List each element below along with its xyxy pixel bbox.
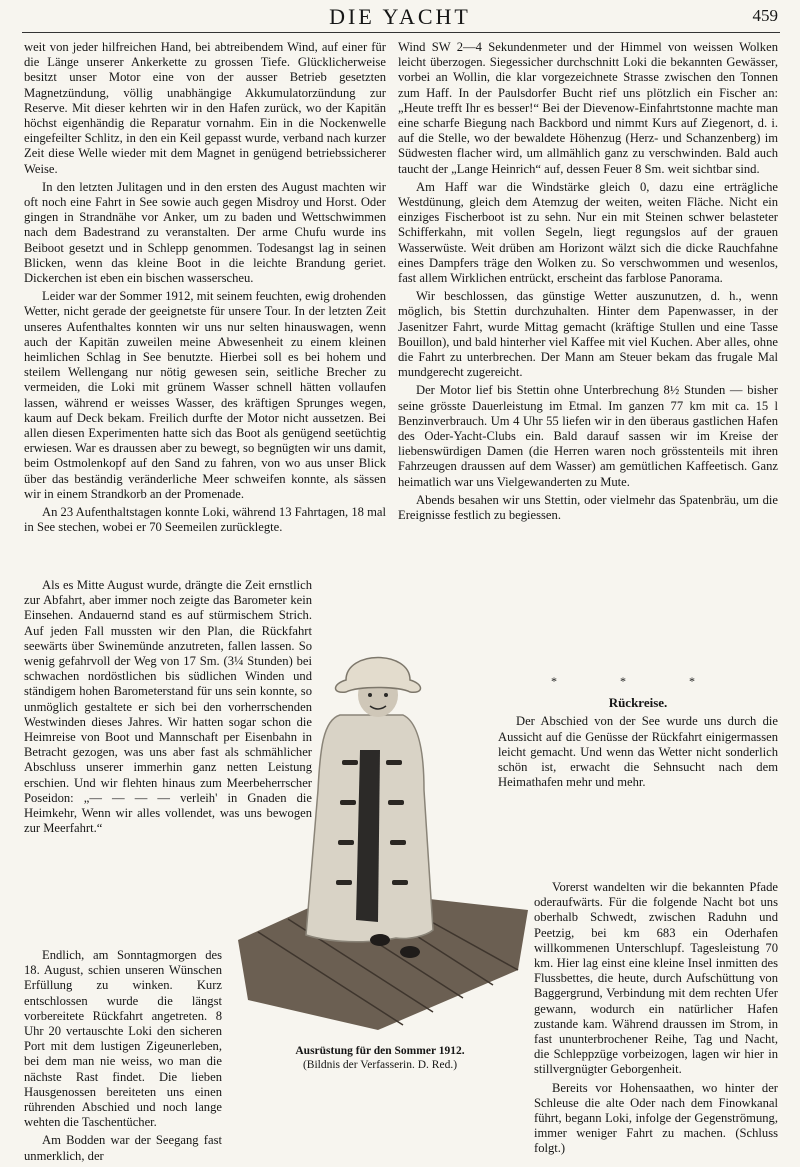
paragraph: Endlich, am Sonntagmorgen des 18. August, schien unseren Wünschen Erfüllung zu winken. Kurz entschlossen wurde die längst vorbereitete Rückfahrt angetreten. 8 Uhr 20 vertauschte Loki den sicheren Port mit dem lustigen Zigeunerleben, bei dem man nie weiss, wo man die nächste Rast findet. Die lieben Hausgenossen bereiteten uns einen rührenden Abschied und noch lange wehten die Taschentücher. [24, 948, 222, 1130]
shoe [400, 946, 420, 958]
paragraph: Am Haff war die Windstärke gleich 0, dazu eine erträgliche Westdünung, gleich dem Atemzug der weiten, weiten Fläche. Nicht ein einziges Fischerboot ist zu sehn. Nur ein mit Steinen schwer belasteter Schifferkahn, mit vollen Segeln, liegt regungslos auf der grauen Wasserwüste. Weit drüben am Horizont wälzt sich die dicke Rauchfahne eines Dampfers träge den Wolken zu. So verschwommen und wesenlos, fast allem Wirklichen entrückt, erscheint das farblose Panorama. [398, 179, 778, 286]
caption-title: Ausrüstung für den Sommer 1912. [295, 1045, 465, 1057]
portrait-illustration [228, 640, 528, 1030]
paragraph: Als es Mitte August wurde, drängte die Zeit ernstlich zur Abfahrt, aber immer noch zeigte das Barometer kein Einsehen. Andauernd stand es auf stürmischem Strich. Auf jeden Fall mussten wir den Plan, die Rückfahrt seewärts über Swinemünde anzutreten, fallen lassen. So wenig gefahrvoll der Weg von 17 Sm. (3¼ Stunden) bei schwachen nordöstlichen bis südlichen Winden und ständigem hohen Barometerstand für uns sein konnte, so unmöglich gestaltete er sich bei den vorherrschenden Westwinden dieses Jahres. Wir hatten sogar schon die Heimreise von Boot und Mannschaft per Eisenbahn in Betracht gezogen, was uns aber fast als schmählicher Abschluss unserer immerhin ganz netten Leistung erschien. Und wir flehten hinaus zum Meerbeherrscher Poseidon: „— — — — verleih' in Gnaden die Heimkehr, Wenn wir alles vollendet, was uns bewogen zur Meerfahrt.“ [24, 578, 312, 836]
right-column-lower [534, 880, 778, 1160]
paragraph: Bereits vor Hohensaathen, wo hinter der Schleuse die alte Oder nach dem Finowkanal führt, begann Loki, infolge der Gegenströmung, immer weniger Fahrt zu machen. (Schluss folgt.) [534, 1080, 778, 1156]
right-column-top [398, 40, 778, 526]
right-column-narrow [498, 668, 778, 793]
page-number: 459 [752, 6, 778, 25]
paragraph: Abends besahen wir uns Stettin, oder vielmehr das Spatenbräu, um die Ereignisse festlich zu begiessen. [398, 492, 778, 523]
paragraph: Der Abschied von der See wurde uns durch die Aussicht auf die Genüsse der Rückfahrt einigermassen leicht gemacht. Und wenn das Wetter nicht sonderlich schön ist, erwacht die Sehnsucht nach dem Heimathafen mehr und mehr. [498, 714, 778, 790]
paragraph: Vorerst wandelten wir die bekannten Pfade oderaufwärts. Für die folgende Nacht bot uns oberhalb Schwedt, zwischen Raduhn und Peetzig, bei km 683 ein Oderhafen willkommenen Unterschlupf. Tagesleistung 70 km. Hier lag einst eine kleine Insel inmitten des Flussbettes, die heute, durch Aufschüttung von Baggergrund, Verbindung mit dem rechten Ufer gewann, wodurch ein natürlicher Hafen zustande kam. Während draussen im Strom, in fast ununterbrochener Reihe, Tag und Nacht, die Schleppzüge vorbeizogen, lagen wir hier in stillvergnügter Geborgenheit. [534, 880, 778, 1077]
paragraph: Der Motor lief bis Stettin ohne Unterbrechung 8½ Stunden — bisher seine grösste Dauerleistung im Etmal. Im ganzen 77 km mit ca. 15 l Benzinverbrauch. Um 4 Uhr 55 liefen wir in den überaus gastlichen Hafen des Oder-Yacht-Clubs ein. Bald darauf sassen wir im Kreise der liebenswürdigen Damen (die Herren waren noch grösstenteils mit ihren Fahrzeugen draussen auf dem Wasser) am gemütlichen Kaffeetisch. Ganz heimatlich war uns Vielgewanderten zu Mute. [398, 383, 778, 489]
paragraph: Wind SW 2—4 Sekundenmeter und der Himmel von weissen Wolken leicht überzogen. Siegessicher durchschnitt Loki die bekannten Gewässer, vorbei an Wollin, die klar vorgezeichnete Strasse zwischen den Tonnen zum Haff. In der Paulsdorfer Bucht rief uns plötzlich ein Fischer an: „Heute trefft Ihr es besser!“ Bei der Dievenow-Einfahrtstonne machte man eine scharfe Biegung nach Backbord und nimmt Kurs auf Ziegenort, d. i. auf die Stelle, wo der bewaldete Höhenzug (Herz- und Schanzenberg) im Südwesten flacher wird, um allmählich ganz zu verschwinden. Bald auch taucht der „Lange Heinrich“ auf, dessen Feuer 8 Sm. weit sichtbar sind. [398, 40, 778, 176]
sou-wester-hat [336, 658, 421, 693]
section-heading: Rückreise. [608, 695, 668, 711]
header-rule [22, 32, 780, 33]
shoe [370, 934, 390, 946]
left-column-lower [24, 948, 222, 1167]
paragraph: weit von jeder hilfreichen Hand, bei abtreibendem Wind, auf einer für die Länge unserer Ankerkette zu grossen Tiefe. Glücklicherweise besitzt unser Motor eine von der ausser Betrieb gesetzten Magnetzündung, völlig unabhängige Akkumulatorzündung zur Reserve. Mit dieser kehrten wir in den Hafen zurück, wo der Kapitän höchst eigenhändig die Reparatur vornahm. Ein in die Nockenwelle eingefeilter Schlitz, in den ein Keil gepasst wurde, verband nach kurzer Zeit diese Welle wieder mit dem Magnet in genügend betriebssicherer Weise. [24, 40, 386, 176]
paragraph: Wir beschlossen, das günstige Wetter auszunutzen, d. h., wenn möglich, bis Stettin durchzuhalten. Hinter dem Papenwasser, in der Jasenitzer Fahrt, wurde Mittag gemacht (kräftige Stullen und eine Tasse Bouillon), und bald hinterher viel Kaffee mit viel Kuchen. Aber alles, ohne die Fahrt zu unterbrechen. Der Mann am Steuer bekam das frugale Mal mundgerecht zugereicht. [398, 289, 778, 380]
figure-caption [230, 1044, 530, 1072]
paragraph: In den letzten Julitagen und in den ersten des August machten wir oft noch eine Fahrt in See sowie auch gegen Misdroy und Horst. Oder gingen in Strandnähe vor Anker, um zu baden und Wettschwimmen nach dem Badestrand zu veranstalten. Der arme Chufu wurde ins Beiboot gesetzt und in Schlepp genommen. Todesangst lag in seinen Blicken, wenn das kleine Boot in die leichte Brandung geriet. Dickerchen ist eben ein bischen wasserscheu. [24, 179, 386, 286]
dress [356, 750, 380, 922]
left-column-top [24, 40, 386, 539]
magazine-title: DIE YACHT [329, 4, 471, 29]
section-break: * * * [551, 674, 725, 688]
paragraph: An 23 Aufenthaltstagen konnte Loki, während 13 Fahrtagen, 18 mal in See stechen, wobei er 70 Seemeilen zurücklegte. [24, 505, 386, 535]
paragraph: Leider war der Sommer 1912, mit seinem feuchten, ewig drohenden Wetter, nicht gerade der geeignetste für unsere Tour. In der letzten Zeit unseres Aufenthaltes konnten wir uns nur selten hinauswagen, wenn auch der Kapitän zuweilen meine Abwesenheit zu einem kleinen heimlichen Schlag in See benutzte. Hierbei soll es bei hohem und steilem Wellengang nur nötig gewesen sein, seitliche Brecher zu vermeiden, die Loki mit grünem Wasser schnell hätten vollaufen lassen, während er weisses Wasser, des kräftigen Sprunges wegen, kaum auf Deck bekam. Freilich durfte der Motor nicht aussetzen. Bei allen diesen Experimenten hatte sich das Boot als genügend seetüchtig erwiesen. War es draussen aber zu bewegt, so begnügten wir uns damit, beim Ostmolenkopf auf den Sand zu fahren, von wo aus unser Blick über das beständig veränderliche Meer schweifen konnte, als sässen wir in einem Strandkorb an der Promenade. [24, 289, 386, 501]
paragraph: Am Bodden war der Seegang fast unmerklich, der [24, 1133, 222, 1163]
caption-credit: (Bildnis der Verfasserin. D. Red.) [302, 1059, 458, 1071]
portrait-photo [228, 640, 528, 1030]
